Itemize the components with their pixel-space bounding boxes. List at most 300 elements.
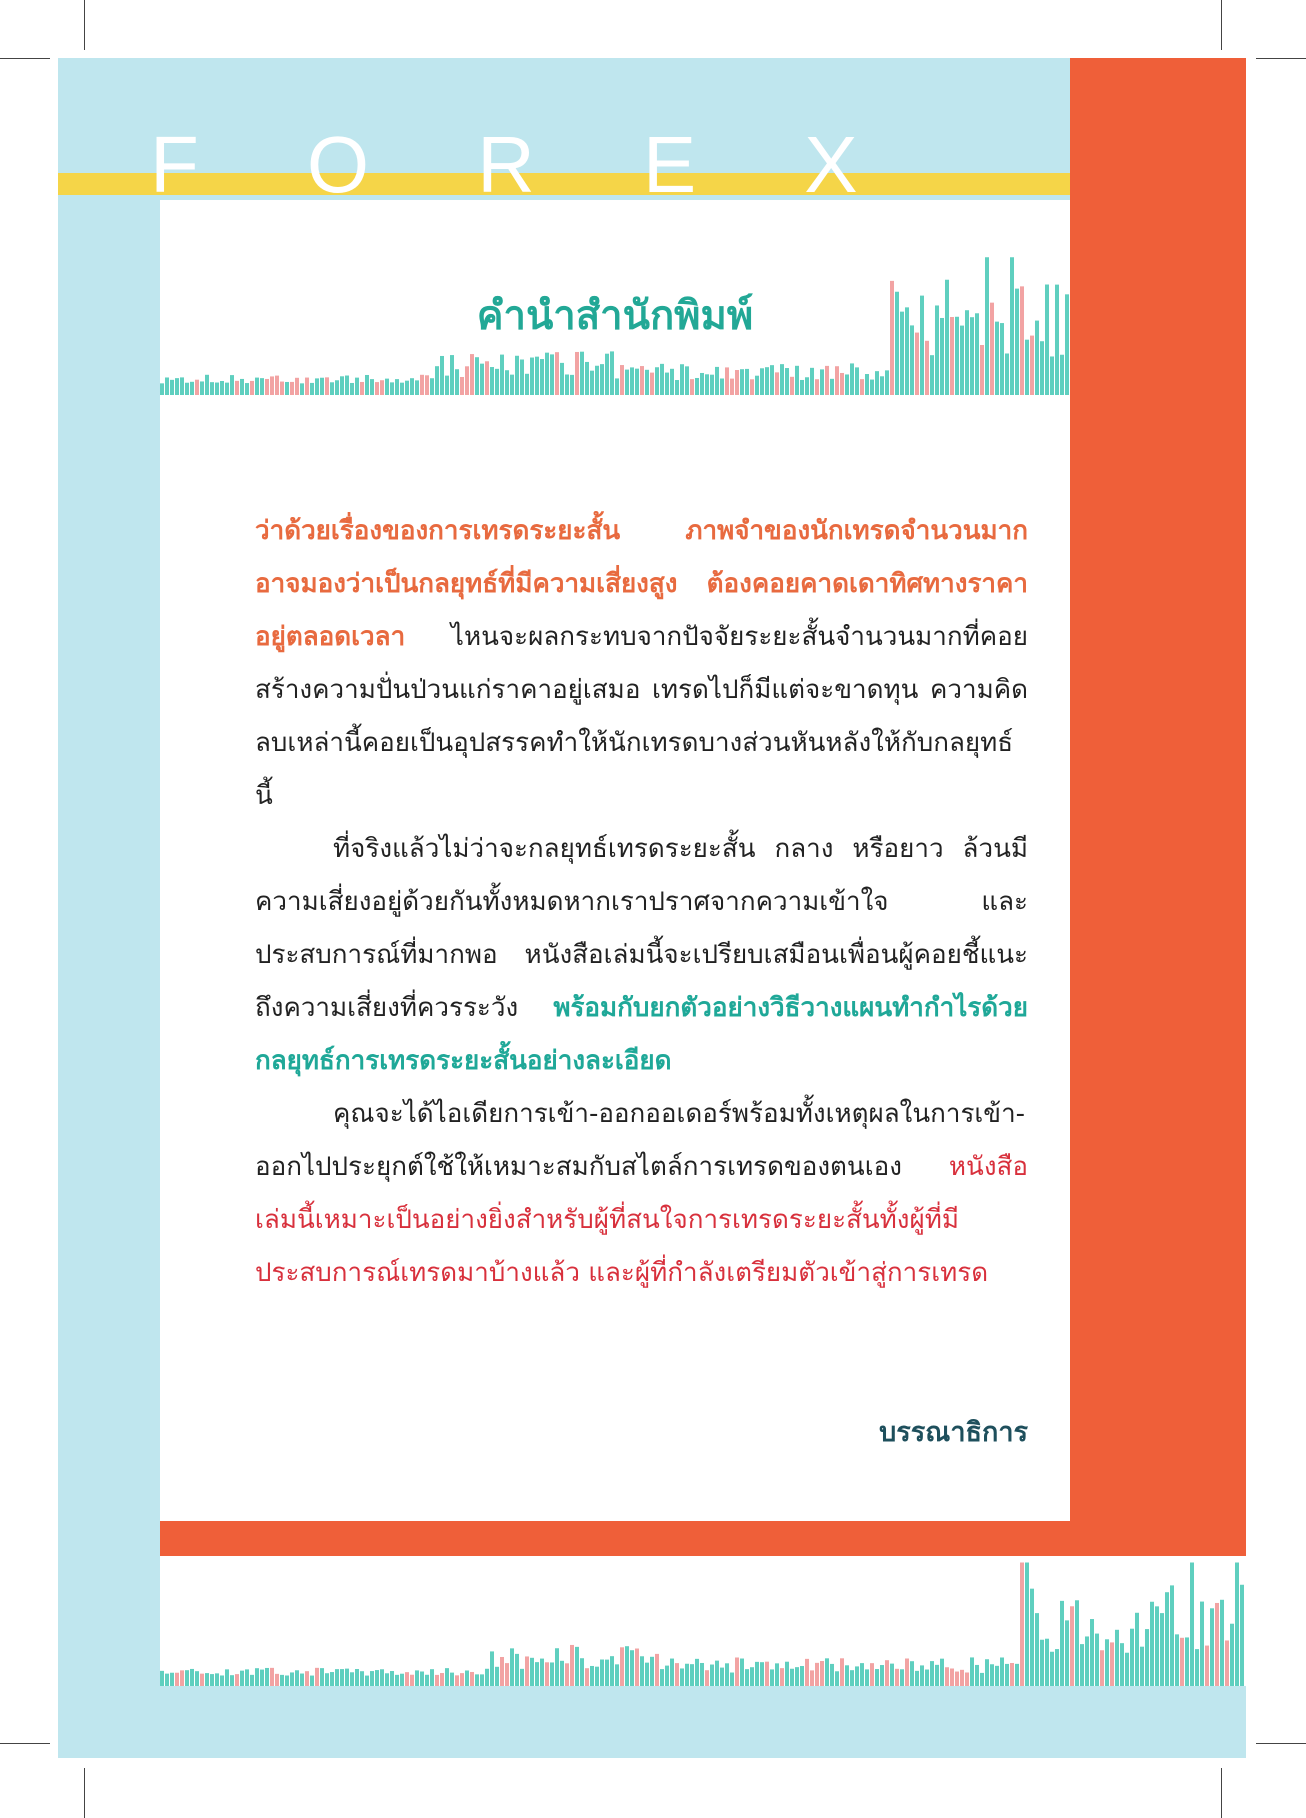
decorative-bar	[925, 1670, 929, 1686]
decorative-bar	[1170, 1585, 1174, 1686]
decorative-bar	[1025, 340, 1029, 395]
decorative-bar	[625, 1646, 629, 1686]
decorative-bar	[780, 1668, 784, 1686]
decorative-bar	[635, 369, 639, 395]
decorative-bar	[895, 1669, 899, 1686]
decorative-bar	[315, 1668, 319, 1686]
decorative-bar	[620, 1647, 624, 1686]
decorative-bar	[950, 1669, 954, 1686]
decorative-bar	[535, 357, 539, 395]
decorative-bar	[730, 379, 734, 395]
decorative-bar	[480, 1674, 484, 1686]
decorative-bar	[1195, 1649, 1199, 1686]
decorative-bar	[725, 1663, 729, 1686]
decorative-bar	[715, 1661, 719, 1686]
decorative-bar	[275, 376, 279, 395]
decorative-bar	[210, 1674, 214, 1686]
decorative-bar	[780, 364, 784, 395]
crop-mark	[0, 1743, 50, 1744]
decorative-bar	[910, 1661, 914, 1686]
decorative-bar	[1220, 1600, 1224, 1686]
decorative-bar	[620, 365, 624, 395]
decorative-bar	[180, 377, 184, 395]
decorative-bar	[435, 366, 439, 395]
decorative-bar	[470, 1672, 474, 1686]
decorative-bar	[430, 378, 434, 395]
crop-mark	[1221, 1768, 1222, 1818]
decorative-bar	[1150, 1602, 1154, 1686]
decorative-bar	[225, 1669, 229, 1686]
decorative-bar	[635, 1649, 639, 1686]
decorative-bar	[1065, 1620, 1069, 1686]
decorative-bar	[295, 378, 299, 395]
decorative-bar	[1215, 1603, 1219, 1686]
decorative-bar	[235, 1674, 239, 1686]
paragraph-3	[255, 1088, 1028, 1300]
decorative-bar	[310, 383, 314, 395]
decorative-bar	[820, 1661, 824, 1686]
decorative-bar	[980, 1673, 984, 1686]
decorative-bar	[630, 367, 634, 395]
decorative-bar	[670, 369, 674, 395]
decorative-bar	[930, 355, 934, 395]
decorative-bar	[450, 355, 454, 395]
crop-mark	[1221, 0, 1222, 50]
decorative-bar	[570, 375, 574, 395]
decorative-bar	[185, 383, 189, 395]
decorative-bar	[785, 1662, 789, 1686]
decorative-bar	[245, 383, 249, 395]
decorative-bar	[215, 1673, 219, 1686]
decorative-bar	[830, 1664, 834, 1686]
decorative-bar	[1045, 1639, 1049, 1686]
decorative-bar	[275, 1674, 279, 1686]
decorative-bar	[195, 380, 199, 395]
decorative-bar	[915, 1671, 919, 1686]
decorative-bar	[310, 1676, 314, 1686]
decorative-bar	[755, 1662, 759, 1686]
decorative-bar	[250, 1675, 254, 1686]
decorative-bar	[750, 1667, 754, 1686]
decorative-bar	[585, 1668, 589, 1686]
decorative-bar	[770, 365, 774, 395]
decorative-bar	[995, 1666, 999, 1686]
decorative-bar	[290, 1672, 294, 1686]
decorative-bar	[855, 367, 859, 395]
decorative-bar	[595, 1667, 599, 1686]
body-text	[255, 505, 1028, 1300]
decorative-bar	[500, 355, 504, 395]
decorative-bar	[1050, 356, 1054, 395]
decorative-bar	[455, 369, 459, 395]
decorative-bar	[615, 1664, 619, 1686]
decorative-bar	[825, 1658, 829, 1686]
decorative-bar	[975, 1665, 979, 1686]
decorative-bar	[490, 367, 494, 395]
decorative-bar	[875, 371, 879, 395]
decorative-bar	[645, 370, 649, 395]
decorative-bar	[285, 382, 289, 395]
decorative-bar	[775, 1663, 779, 1686]
decorative-bar	[1125, 1653, 1129, 1686]
decorative-bar	[535, 1662, 539, 1686]
decorative-bar	[370, 379, 374, 395]
decorative-bar	[930, 1661, 934, 1686]
decorative-bar	[480, 364, 484, 395]
decorative-bar	[415, 380, 419, 395]
decorative-bar	[410, 378, 414, 395]
decorative-bar	[515, 1654, 519, 1686]
decorative-bar	[505, 370, 509, 395]
decorative-bar	[325, 377, 329, 395]
decorative-bar	[1005, 1664, 1009, 1686]
decorative-bar	[360, 382, 364, 395]
decorative-bar	[355, 1669, 359, 1686]
decorative-bar	[600, 1660, 604, 1686]
decorative-bar	[500, 1657, 504, 1686]
decorative-bar	[525, 374, 529, 395]
crop-mark	[1256, 58, 1306, 59]
decorative-bar	[565, 1663, 569, 1686]
decorative-bar	[580, 1658, 584, 1686]
page-heading: คำนำสำนักพิมพ์	[476, 293, 754, 339]
decorative-bar	[475, 357, 479, 395]
decorative-bar	[885, 1660, 889, 1686]
decorative-bar	[550, 1662, 554, 1686]
decorative-bar	[750, 379, 754, 395]
decorative-bar	[445, 376, 449, 395]
decorative-bar	[235, 381, 239, 395]
decorative-bar	[1190, 1563, 1194, 1687]
decorative-bar	[390, 382, 394, 395]
decorative-bar	[840, 373, 844, 395]
decorative-bar	[210, 382, 214, 395]
decorative-bar	[1100, 1650, 1104, 1686]
decorative-bar	[775, 372, 779, 395]
decorative-bar	[925, 341, 929, 395]
decorative-bar	[625, 370, 629, 395]
decorative-bar	[1185, 1637, 1189, 1686]
decorative-bar	[745, 369, 749, 395]
decorative-bar	[735, 370, 739, 395]
decorative-bar	[345, 376, 349, 395]
decorative-bar	[830, 379, 834, 395]
decorative-bar	[1160, 1613, 1164, 1686]
decorative-bar	[330, 382, 334, 395]
decorative-bar	[760, 368, 764, 395]
decorative-bar	[555, 352, 559, 395]
decorative-bar	[1135, 1613, 1139, 1686]
decorative-bar	[1115, 1630, 1119, 1686]
decorative-bar	[430, 1669, 434, 1686]
decorative-bar	[260, 378, 264, 395]
decorative-bar	[710, 375, 714, 395]
decorative-bar	[1015, 1664, 1019, 1686]
decorative-bar	[1165, 1592, 1169, 1686]
decorative-bar	[335, 380, 339, 395]
decorative-bar	[660, 1669, 664, 1686]
decorative-bar	[640, 1656, 644, 1686]
decorative-bar	[900, 1669, 904, 1686]
decorative-bar	[375, 382, 379, 395]
decorative-bar	[945, 1667, 949, 1686]
decorative-bar	[550, 354, 554, 395]
decorative-bar	[320, 1668, 324, 1686]
decorative-bar	[205, 375, 209, 395]
decorative-bar	[580, 352, 584, 395]
decorative-bar	[1080, 1644, 1084, 1686]
decorative-bar	[165, 377, 169, 395]
decorative-bar	[415, 1670, 419, 1686]
decorative-bar	[545, 1662, 549, 1686]
paragraph-3-highlight: หนังสือเล่มนี้เหมาะเป็นอย่างยิ่งสำหรับผู้ที่สนใจการเทรดระยะสั้นทั้งผู้ที่มีประสบการณ์เทรดมาบ้างแล้ว และผู้ที่กำลังเตรียมตัวเข้าสู่การเทรด	[255, 1152, 1028, 1288]
decorative-bar	[175, 1673, 179, 1686]
decorative-bar	[1225, 1640, 1229, 1686]
decorative-bar	[960, 1670, 964, 1686]
decorative-bar	[1175, 1634, 1179, 1686]
decorative-bar	[595, 366, 599, 395]
decorative-bar	[305, 1671, 309, 1686]
decorative-bar	[390, 1671, 394, 1686]
decorative-bar	[1025, 1563, 1029, 1687]
decorative-bar	[1140, 1647, 1144, 1686]
decorative-bar	[720, 1668, 724, 1686]
decorative-bar	[380, 380, 384, 395]
decorative-bar	[875, 1669, 879, 1686]
decorative-bar	[350, 1672, 354, 1686]
decorative-bar	[1155, 1606, 1159, 1686]
decorative-bar	[870, 380, 874, 395]
paragraph-1-text: ไหนจะผลกระทบจากปัจจัยระยะสั้นจำนวนมากที่คอยสร้างความปั่นป่วนแก่ราคาอยู่เสมอ เทรดไปก็มีแต่จะขาดทุน ความคิดลบเหล่านี้คอยเป็นอุปสรรคทำให้นักเทรดบางส่วนหันหลังให้กับกลยุทธ์นี้	[255, 622, 1028, 811]
decorative-bar	[990, 1664, 994, 1686]
decorative-bar	[690, 379, 694, 395]
decorative-bar	[890, 1664, 894, 1686]
decorative-bar	[325, 1673, 329, 1686]
decorative-bar	[970, 1657, 974, 1686]
decorative-bar	[185, 1670, 189, 1686]
decorative-bar	[1210, 1608, 1214, 1686]
decorative-bar	[360, 1671, 364, 1686]
decorative-bar	[1200, 1602, 1204, 1686]
decorative-bar	[345, 1669, 349, 1686]
decorative-bar	[835, 366, 839, 395]
decorative-bar	[850, 363, 854, 395]
decorative-bar	[800, 380, 804, 395]
decorative-bar	[720, 378, 724, 395]
decorative-bar	[330, 1672, 334, 1686]
decorative-bar	[575, 1647, 579, 1686]
decorative-bar	[540, 1659, 544, 1686]
decorative-bar	[315, 378, 319, 395]
decorative-bar	[305, 378, 309, 395]
decorative-bar	[760, 1662, 764, 1686]
decorative-bar	[665, 373, 669, 395]
decorative-bar	[940, 1659, 944, 1686]
decorative-bar	[245, 1669, 249, 1686]
decorative-bar	[740, 1659, 744, 1686]
decorative-bar	[1230, 1624, 1234, 1686]
decorative-bar	[205, 1673, 209, 1686]
decorative-bar	[765, 1662, 769, 1686]
decorative-bar	[655, 367, 659, 395]
decorative-bar	[1060, 1601, 1064, 1686]
decorative-bar	[365, 375, 369, 395]
decorative-bar	[340, 1669, 344, 1686]
decorative-bar	[160, 383, 164, 395]
decorative-bar	[505, 1663, 509, 1686]
decorative-bar	[440, 356, 444, 395]
decorative-bar	[1240, 1585, 1244, 1686]
decorative-bar	[465, 366, 469, 395]
decorative-bar	[1000, 1657, 1004, 1686]
paragraph-1-highlight: ว่าด้วยเรื่องของการเทรดระยะสั้น ภาพจำของนักเทรดจำนวนมากอาจมองว่าเป็นกลยุทธ์ที่มีความเสี่ยงสูง ต้องคอยคาดเดาทิศทางราคาอยู่ตลอดเวลา	[255, 516, 1028, 652]
decorative-bar	[300, 1674, 304, 1686]
decorative-bar	[485, 1669, 489, 1686]
decorative-bar	[520, 1669, 524, 1686]
decorative-bar	[200, 381, 204, 395]
decorative-bar	[405, 1672, 409, 1686]
decorative-bar	[845, 1665, 849, 1686]
decorative-bar	[980, 345, 984, 395]
decorative-bar	[730, 1673, 734, 1686]
decorative-bar	[705, 374, 709, 395]
decorative-bar	[605, 1660, 609, 1686]
paragraph-2-text: ที่จริงแล้วไม่ว่าจะกลยุทธ์เทรดระยะสั้น กลาง หรือยาว ล้วนมีความเสี่ยงอยู่ด้วยกันทั้งหมดหากเราปราศจากความเข้าใจ และประสบการณ์ที่มากพอ หนังสือเล่มนี้จะเปรียบเสมือนเพื่อนผู้คอยชี้แนะถึงความเสี่ยงที่ควรระวัง	[255, 834, 1028, 1023]
decorative-bar	[170, 1673, 174, 1686]
decorative-bar	[175, 378, 179, 395]
paragraph-3-text: คุณจะได้ไอเดียการเข้า-ออกออเดอร์พร้อมทั้งเหตุผลในการเข้า-ออกไปประยุกต์ใช้ให้เหมาะสมกับสไตล์การเทรดของตนเอง	[255, 1099, 1026, 1182]
decorative-bar	[1180, 1638, 1184, 1686]
decorative-bar	[715, 367, 719, 395]
decorative-bar	[385, 1673, 389, 1686]
decorative-bar	[575, 352, 579, 395]
decorative-bar	[460, 377, 464, 395]
decorative-bar	[740, 369, 744, 395]
decorative-bar	[395, 379, 399, 395]
decorative-bar	[965, 1672, 969, 1686]
decorative-bar	[420, 375, 424, 395]
decorative-bar	[265, 379, 269, 395]
decorative-bar	[180, 1670, 184, 1686]
decorative-bar	[590, 1666, 594, 1686]
decorative-bar	[440, 1673, 444, 1686]
decorative-bar	[755, 376, 759, 395]
decorative-bar	[1145, 1629, 1149, 1686]
decorative-bar	[855, 1666, 859, 1686]
decorative-bar	[280, 382, 284, 395]
decorative-bar	[805, 377, 809, 395]
series-title: FOREX	[150, 120, 966, 209]
decorative-bar	[280, 1675, 284, 1686]
decorative-bar	[190, 382, 194, 395]
decorative-bar	[400, 383, 404, 395]
decorative-bar	[565, 374, 569, 395]
crop-mark	[84, 0, 85, 50]
decorative-bar	[190, 1669, 194, 1686]
decorative-bar	[920, 1665, 924, 1686]
decorative-bar	[700, 373, 704, 395]
decorative-bar	[170, 380, 174, 395]
decorative-bar	[260, 1670, 264, 1686]
decorative-bar	[195, 1671, 199, 1686]
decorative-bar	[785, 368, 789, 395]
paragraph-2-highlight: พร้อมกับยกตัวอย่างวิธีวางแผนทำกำไรด้วยกลยุทธ์การเทรดระยะสั้นอย่างละเอียด	[255, 993, 1028, 1076]
decorative-bar	[585, 362, 589, 395]
decorative-bar	[905, 1658, 909, 1686]
decorative-bar	[860, 1663, 864, 1686]
decorative-bar	[400, 1674, 404, 1686]
decorative-bar	[240, 379, 244, 395]
decorative-bar	[790, 377, 794, 395]
decorative-bar	[520, 360, 524, 395]
decorative-bar	[645, 1663, 649, 1686]
decorative-bar	[1110, 1642, 1114, 1686]
decorative-bar	[815, 1663, 819, 1686]
decorative-bar	[845, 374, 849, 395]
decorative-bar	[555, 1648, 559, 1686]
decorative-bar	[525, 1656, 529, 1686]
decorative-bar	[1040, 341, 1044, 395]
decorative-bar	[705, 1670, 709, 1686]
decorative-bar	[1095, 1634, 1099, 1686]
decorative-bar	[680, 1668, 684, 1686]
decorative-bar	[270, 376, 274, 395]
decorative-bar	[685, 366, 689, 395]
decorative-bar	[365, 1676, 369, 1686]
crop-mark	[0, 58, 50, 59]
orange-side-band	[1070, 58, 1246, 1556]
decorative-bar	[515, 356, 519, 395]
decorative-bar	[435, 1675, 439, 1686]
decorative-bar	[475, 1674, 479, 1686]
decorative-bar	[700, 1663, 704, 1686]
decorative-bar	[745, 1669, 749, 1686]
decorative-bar	[255, 378, 259, 395]
decorative-bar	[985, 1659, 989, 1686]
decorative-bar	[530, 358, 534, 395]
decorative-bar	[695, 1659, 699, 1686]
decorative-bar	[810, 1670, 814, 1686]
decorative-bar	[220, 381, 224, 395]
decorative-bar	[765, 367, 769, 395]
decorative-bar	[1020, 1563, 1024, 1687]
decorative-bar	[510, 375, 514, 395]
decorative-bar	[770, 1669, 774, 1686]
decorative-bar	[685, 1664, 689, 1686]
decorative-bar	[660, 364, 664, 395]
decorative-bar	[455, 1675, 459, 1686]
decorative-bar	[955, 1672, 959, 1686]
decorative-bar	[380, 1669, 384, 1686]
decorative-bar	[385, 379, 389, 395]
decorative-bar	[880, 376, 884, 395]
decorative-bar	[290, 382, 294, 395]
decorative-bar	[590, 371, 594, 395]
decorative-bar	[840, 1658, 844, 1686]
decorative-bar	[215, 383, 219, 395]
decorative-bar	[795, 1667, 799, 1686]
decorative-bar	[225, 383, 229, 395]
decorative-bar	[230, 1675, 234, 1686]
decorative-bar	[935, 1665, 939, 1686]
decorative-bar	[560, 1661, 564, 1686]
decorative-bar	[470, 354, 474, 395]
decorative-bar	[350, 383, 354, 395]
decorative-bar	[410, 1675, 414, 1686]
decorative-bar	[615, 378, 619, 395]
decorative-bar	[370, 1671, 374, 1686]
decorative-bar	[485, 361, 489, 395]
